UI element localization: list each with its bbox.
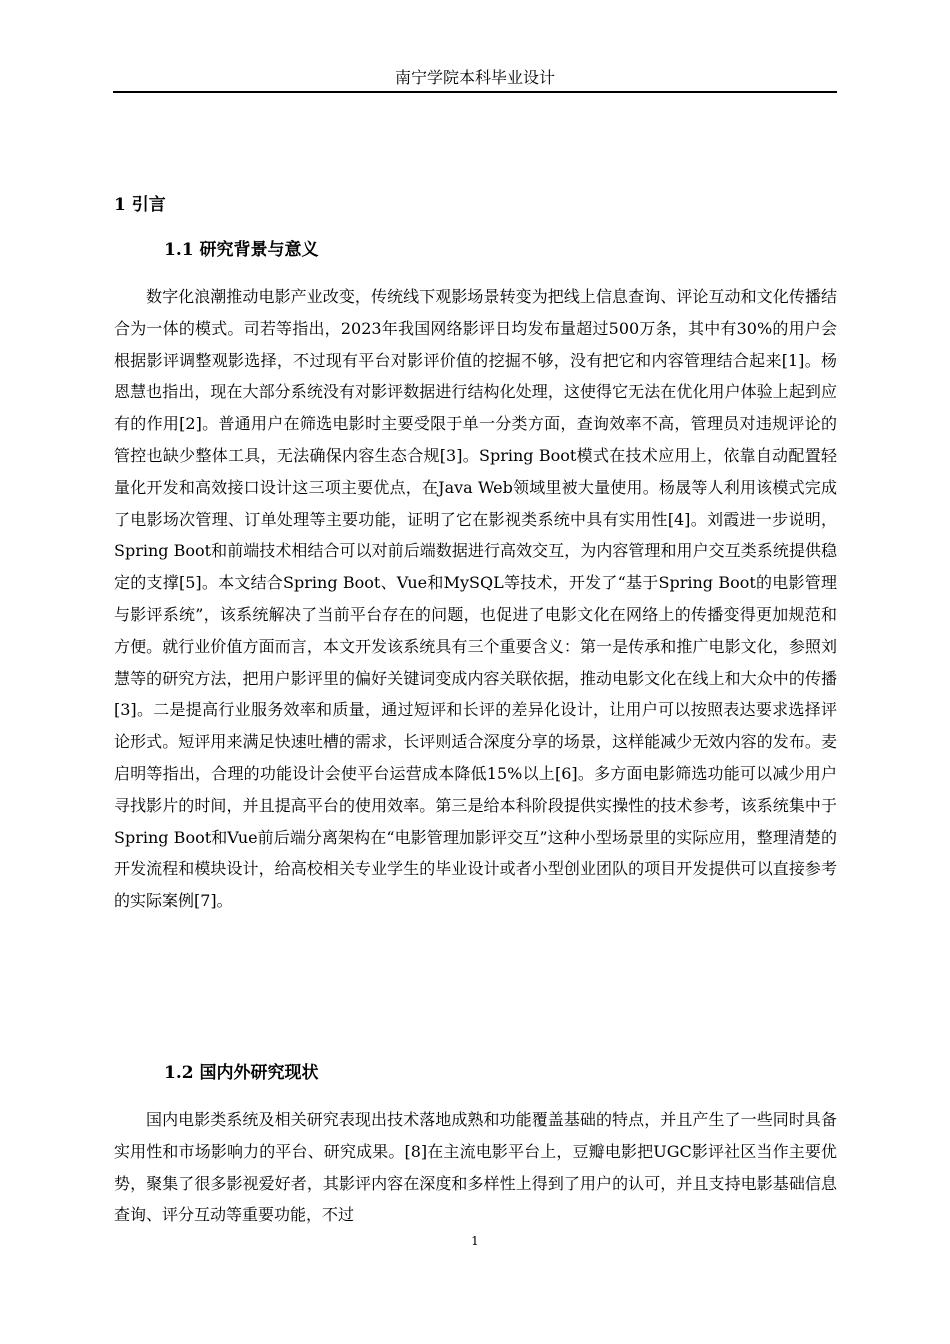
paragraph-background: 数字化浪潮推动电影产业改变，传统线下观影场景转变为把线上信息查询、评论互动和文化传播结合为一体的模式。司若等指出，2023年我国网络影评日均发布量超过500万条，其中有30%的用户会根据影评调整观影选择，不过现有平台对影评价值的挖掘不够，没有把它和内容管理结合起来[1]。杨恩慧也指出，现在大部分系统没有对影评数据进行结构化处理，这使得它无法在优化用户体验上起到应有的作用[2]。普通用户在筛选电影时主要受限于单一分类方面，查询效率不高，管理员对违规评论的管控也缺少整体工具，无法确保内容生态合规[3]。Spring Boot模式在技术应用上，依靠自动配置轻量化开发和高效接口设计这三项主要优点，在Java Web领域里被大量使用。杨晟等人利用该模式完成了电影场次管理、订单处理等主要功能，证明了它在影视类系统中具有实用性[4]。刘霞进一步说明，Spring Boot和前端技术相结合可以对前后端数据进行高效交互，为内容管理和用户交互类系统提供稳定的支撑[5]。本文结合Spring Boot、Vue和MySQL等技术，开发了“基于Spring Boot的电影管理与影评系统”，该系统解决了当前平台存在的问题，也促进了电影文化在网络上的传播变得更加规范和方便。就行业价值方面而言，本文开发该系统具有三个重要含义：第一是传承和推广电影文化，参照刘慧等的研究方法，把用户影评里的偏好关键词变成内容关联依据，推动电影文化在线上和大众中的传播[3]。二是提高行业服务效率和质量，通过短评和长评的差异化设计，让用户可以按照表达要求选择评论形式。短评用来满足快速吐槽的需求，长评则适合深度分享的场景，这样能减少无效内容的发布。麦启明等指出，合理的功能设计会使平台运营成本降低15%以上[6]。多方面电影筛选功能可以减少用户寻找影片的时间，并且提高平台的使用效率。第三是给本科阶段提供实操性的技术参考，该系统集中于Spring Boot和Vue前后端分离架构在“电影管理加影评交互”这种小型场景里的实际应用，整理清楚的开发流程和模块设计，给高校相关专业学生的毕业设计或者小型创业团队的项目开发提供可以直接参考的实际案例[7]。	[114, 287, 837, 911]
chapter-heading: 1 引言	[114, 195, 166, 215]
header-rule	[113, 91, 837, 93]
section-heading-1-1: 1.1 研究背景与意义	[164, 240, 319, 260]
running-header: 南宁学院本科毕业设计	[394, 68, 555, 87]
section-heading-1-2: 1.2 国内外研究现状	[164, 1063, 319, 1083]
page-number: 1	[471, 1234, 479, 1248]
paragraph-research-status: 国内电影类系统及相关研究表现出技术落地成熟和功能覆盖基础的特点，并且产生了一些同时具备实用性和市场影响力的平台、研究成果。[8]在主流电影平台上，豆瓣电影把UGC影评社区当作主要优势，聚集了很多影视爱好者，其影评内容在深度和多样性上得到了用户的认可，并且支持电影基础信息查询、评分互动等重要功能，不过	[114, 1110, 837, 1225]
